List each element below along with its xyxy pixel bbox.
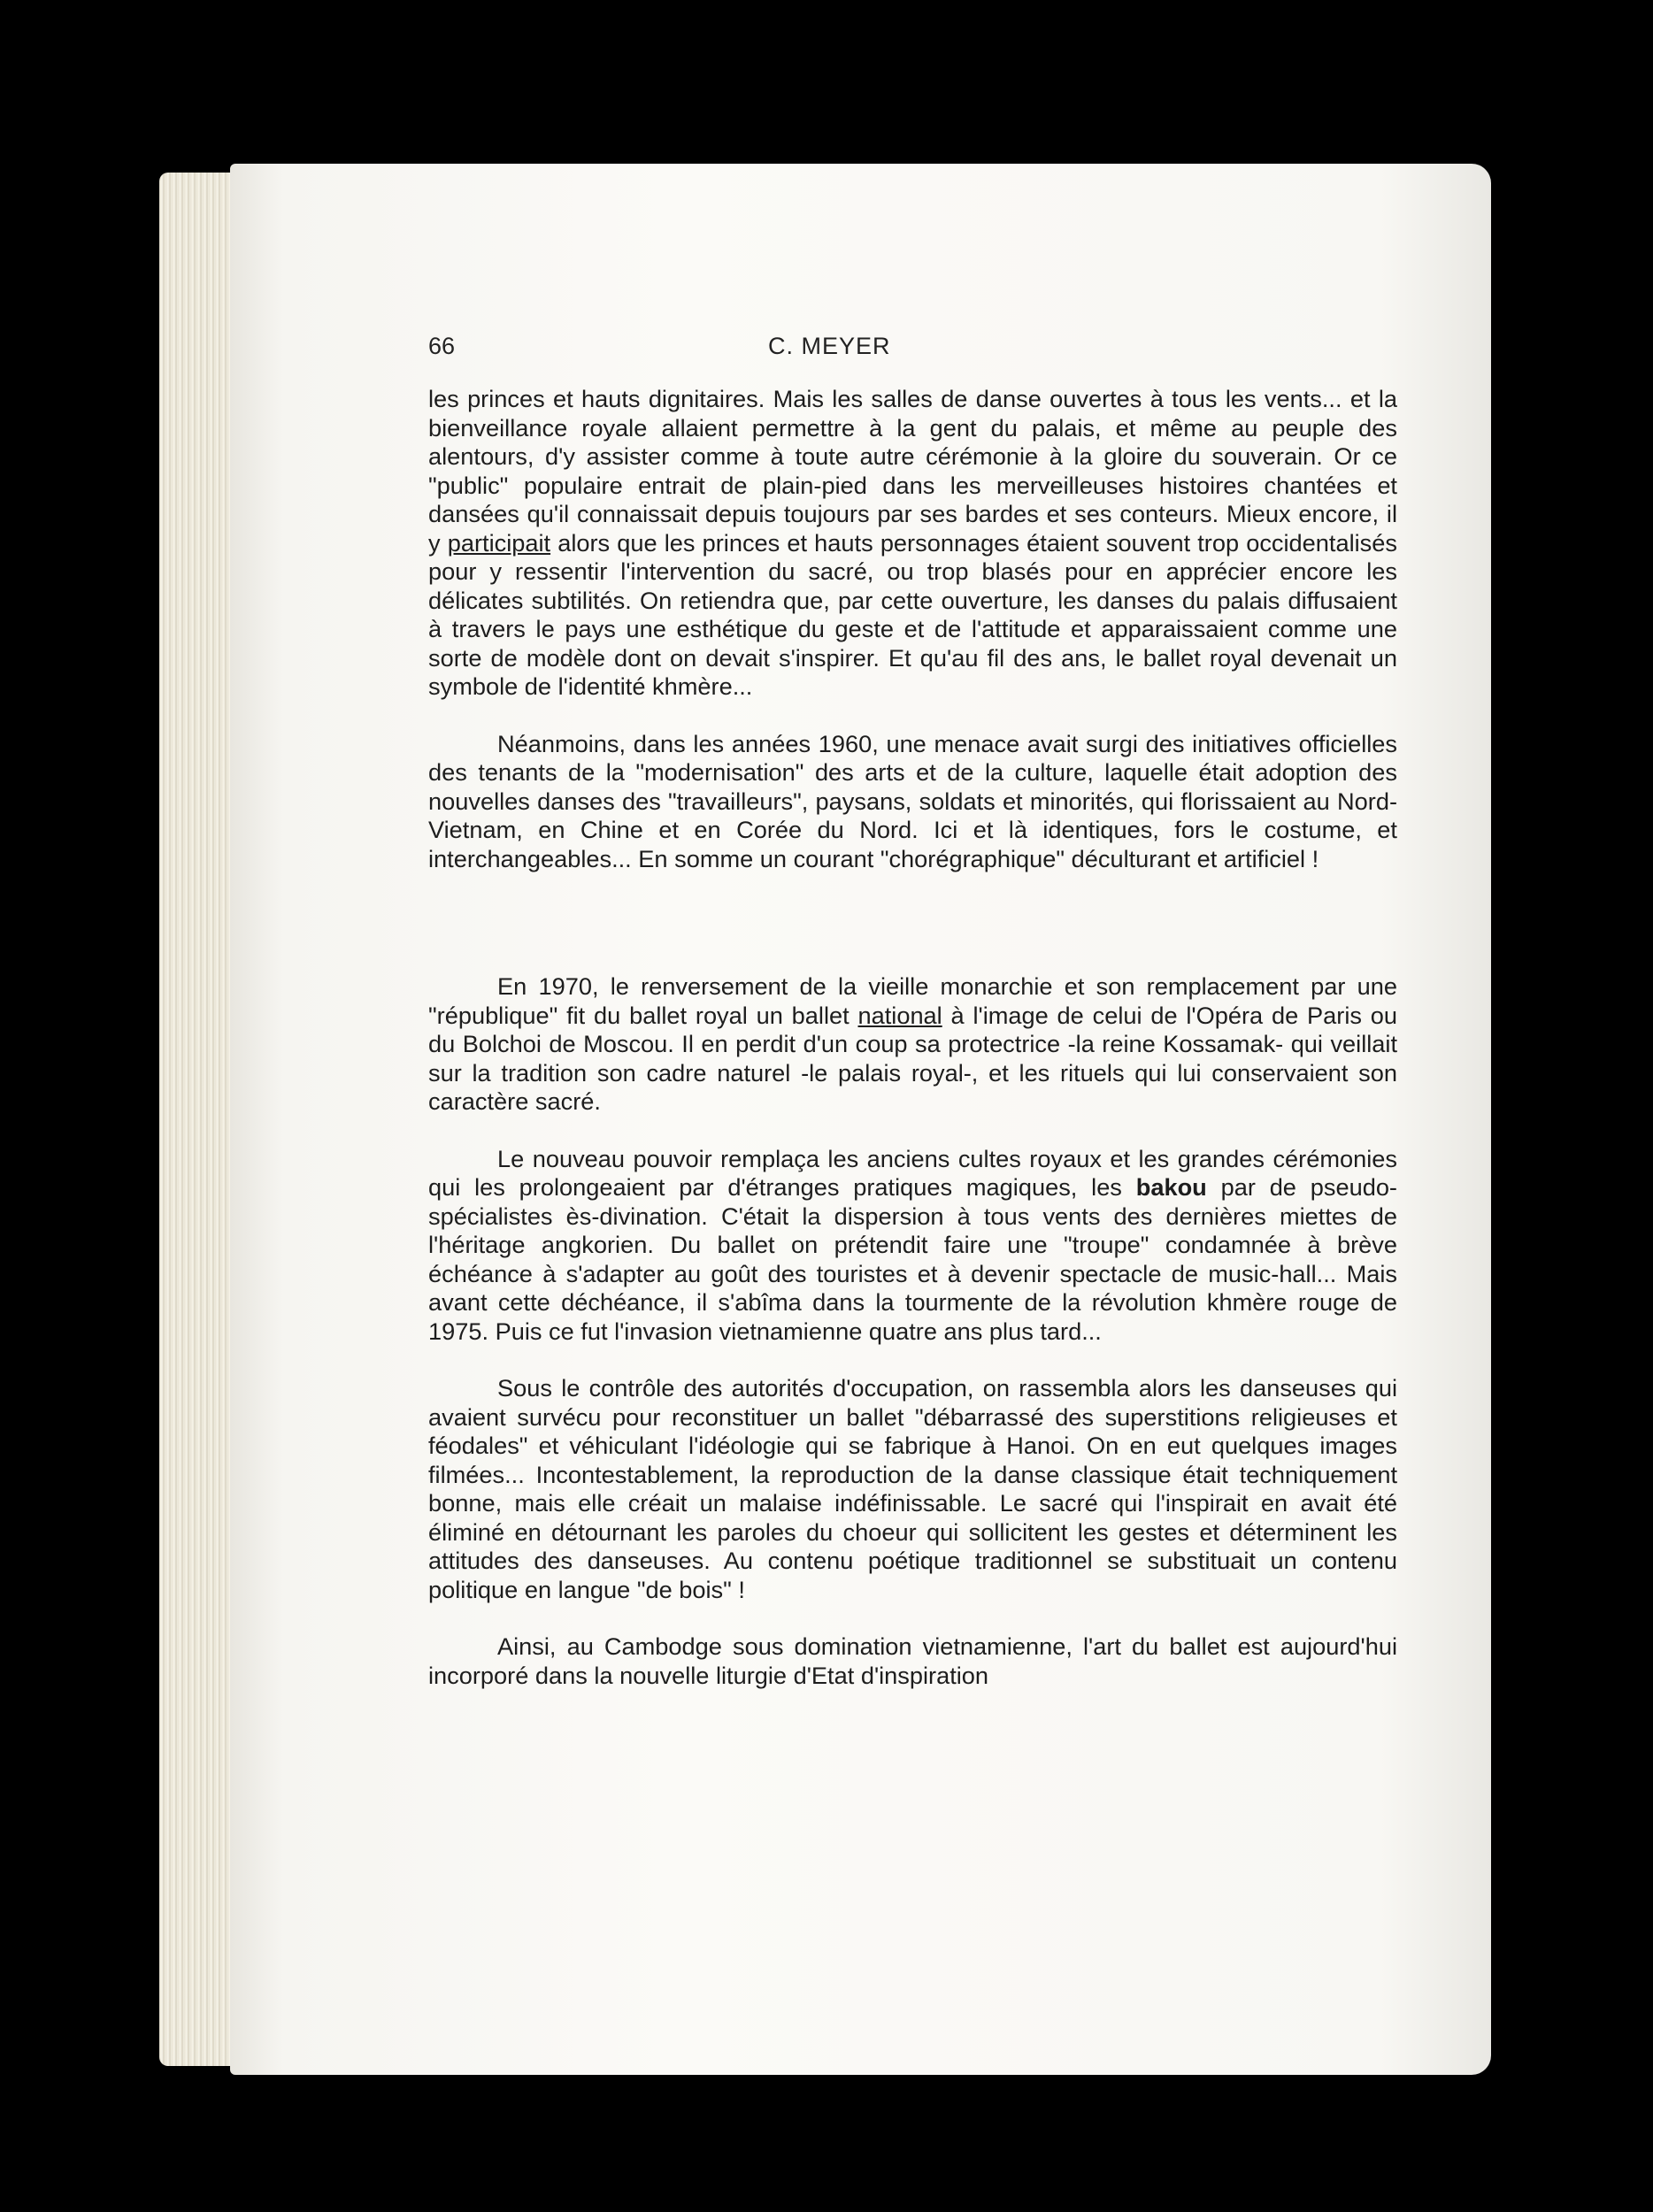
text-segment: Ainsi, au Cambodge sous domination vietnamienne, l'art du ballet est aujourd'hui incorporé dans la nouvelle liturgie d'Etat d'inspiration	[428, 1632, 1397, 1689]
paragraph	[428, 1374, 1397, 1604]
paragraph	[428, 1632, 1397, 1690]
text-segment: alors que les princes et hauts personnages étaient souvent trop occidentalisés pour y ressentir l'intervention du sacré, ou trop blasés pour en apprécier encore les délicates subtilités. On retiendra que, par cette ouverture, les danses du palais diffusaient à travers le pays une esthétique du geste et de l'attitude et apparaissaient comme une sorte de modèle dont on devait s'inspirer. Et qu'au fil des ans, le ballet royal devenait un symbole de l'identité khmère...	[428, 528, 1397, 700]
running-head-author: C. MEYER	[768, 333, 891, 359]
text-segment: Néanmoins, dans les années 1960, une menace avait surgi des initiatives officielles des tenants de la "modernisation" des arts et de la culture, laquelle était adoption des nouvelles danses des "travailleurs", paysans, soldats et minorités, qui florissaient au Nord-Vietnam, en Chine et en Corée du Nord. Ici et là identiques, fors le costume, et interchangeables... En somme un courant "chorégraphique" déculturant et artificiel !	[428, 729, 1397, 872]
text-segment: Le nouveau pouvoir remplaça les anciens cultes royaux et les grandes cérémonies qui les prolongeaient par d'étranges pratiques magiques, les	[428, 1144, 1397, 1201]
text-segment: les princes et hauts dignitaires. Mais les salles de danse ouvertes à tous les vents... et la bienveillance royale allaient permettre à la gent du palais, et même au peuple des alentours, d'y assister comme à toute autre cérémonie à la gloire du souverain. Or ce "public" populaire entrait de plain-pied dans les merveilleuses histoires chantées et dansées qu'il connaissait depuis toujours par ses bardes et ses conteurs. Mieux encore, il y	[428, 385, 1397, 557]
paragraph	[428, 385, 1397, 702]
paragraph	[428, 1145, 1397, 1347]
text-segment: par de pseudo-spécialistes ès-divination. C'était la dispersion à tous vents des dernières miettes de l'héritage angkorien. Du ballet on prétendit faire une "troupe" condamnée à brève échéance à s'adapter au goût des touristes et à devenir spectacle de music-hall... Mais avant cette déchéance, il s'abîma dans la tourmente de la révolution khmère rouge de 1975. Puis ce fut l'invasion vietnamienne quatre ans plus tard...	[428, 1173, 1397, 1345]
running-head	[354, 333, 1398, 368]
text-segment: Sous le contrôle des autorités d'occupation, on rassembla alors les danseuses qui avaient survécu pour reconstituer un ballet "débarrassé des superstitions religieuses et féodales" et véhiculant l'idéologie qui se fabrique à Hanoi. On en eut quelques images filmées... Incontestablement, la reproduction de la danse classique était techniquement bonne, mais elle créait un malaise indéfinissable. Le sacré qui l'inspirait en avait été éliminé en détournant les paroles du choeur qui sollicitent les gestes et déterminent les attitudes des danseuses. Au contenu poétique traditionnel se substituait un contenu politique en langue "de bois" !	[428, 1374, 1397, 1603]
paragraph	[428, 972, 1397, 1117]
underlined-text: national	[857, 1001, 942, 1029]
text-segment: à l'image de celui de l'Opéra de Paris ou du Bolchoi de Moscou. Il en perdit d'un coup sa protectrice -la reine Kossamak- qui veillait sur la tradition son cadre naturel -le palais royal-, et les rituels qui lui conservaient son caractère sacré.	[428, 1001, 1398, 1115]
text-segment: En 1970, le renversement de la vieille monarchie et son remplacement par une "république" fit du ballet royal un ballet	[428, 972, 1397, 1029]
underlined-text: participait	[447, 528, 551, 557]
bold-text: bakou	[1135, 1173, 1207, 1201]
paragraph	[428, 730, 1397, 874]
page-number: 66	[428, 333, 456, 359]
body-text	[428, 385, 1397, 1690]
